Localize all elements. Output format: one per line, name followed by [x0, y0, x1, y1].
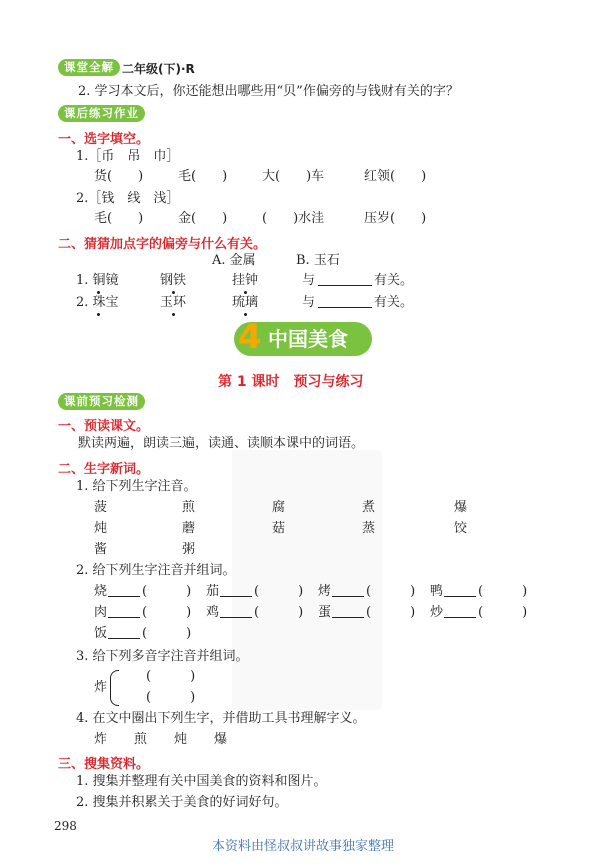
guess-row-2-end: 有关。	[374, 295, 414, 310]
word-char: 茄	[206, 584, 220, 599]
answer-blank[interactable]	[318, 273, 372, 286]
class-explanation-badge: 课堂全解	[58, 59, 120, 76]
lesson-title: 中国美食	[268, 327, 348, 351]
guess-row-1-with: 与	[302, 273, 316, 288]
paren-blank[interactable]: ( )	[254, 584, 304, 599]
circle-char: 爆	[214, 732, 228, 747]
q2-item: ( )水洼	[262, 211, 325, 226]
question-2: 2. 学习本文后，你还能想出哪些用“贝”作偏旁的与钱财有关的字？	[78, 84, 459, 99]
answer-blank[interactable]	[108, 584, 140, 597]
section-2-title: 二、猜猜加点字的偏旁与什么有关。	[58, 237, 267, 252]
lesson-number: 4	[238, 317, 262, 357]
word-char: 蛋	[318, 605, 332, 620]
option-b: B. 玉石	[296, 253, 340, 268]
guess-row-1-word: 1. 铜镜	[76, 273, 119, 288]
q2-item: 金( )	[178, 211, 228, 226]
emphasis-dot	[97, 313, 100, 316]
pinyin-question: 1. 给下列生字注音。	[76, 479, 197, 494]
after-class-badge: 课后练习作业	[58, 105, 145, 122]
q1-item: 毛( )	[178, 169, 228, 184]
char: 煎	[182, 500, 196, 515]
word-char: 烤	[318, 584, 332, 599]
emphasis-dot	[97, 291, 100, 294]
circle-char: 炖	[174, 732, 188, 747]
q1-choices: 1.［币 吊 巾］	[76, 149, 180, 164]
char: 爆	[454, 500, 468, 515]
char: 菠	[94, 500, 108, 515]
preview-badge: 课前预习检测	[58, 393, 145, 410]
word-char: 鸡	[206, 605, 220, 620]
char: 酱	[94, 542, 108, 557]
polyphone-char: 炸	[94, 680, 108, 695]
background-watermark	[232, 450, 382, 710]
word-char: 肉	[94, 605, 108, 620]
paren-blank[interactable]: ( )	[142, 584, 192, 599]
lesson-period: 第 1 课时 预习与练习	[218, 374, 364, 390]
paren-blank[interactable]: ( )	[142, 626, 192, 641]
word-char: 饭	[94, 626, 108, 641]
collect-item: 1. 搜集并整理有关中国美食的资料和图片。	[76, 774, 327, 789]
answer-blank[interactable]	[108, 626, 140, 639]
answer-blank[interactable]	[220, 605, 252, 618]
q2-item: 压岁( )	[364, 211, 427, 226]
guess-row-2-word: 琉璃	[232, 295, 259, 310]
emphasis-dot	[244, 313, 247, 316]
guess-row-2-word: 玉环	[160, 295, 187, 310]
answer-blank[interactable]	[332, 605, 364, 618]
answer-blank[interactable]	[444, 605, 476, 618]
char: 粥	[182, 542, 196, 557]
char: 菇	[272, 521, 286, 536]
preview-section-1-title: 一、预读课文。	[58, 419, 150, 434]
paren-blank[interactable]: ( )	[142, 605, 192, 620]
page-number: 298	[54, 819, 77, 833]
option-a: A. 金属	[212, 253, 256, 268]
circle-char: 炸	[94, 732, 108, 747]
guess-row-1-word: 钢铁	[160, 273, 187, 288]
paren-blank[interactable]: ( )	[254, 605, 304, 620]
collect-item: 2. 搜集并积累关于美食的好词好句。	[76, 795, 288, 810]
char: 蘑	[182, 521, 196, 536]
q1-item: 大( )车	[262, 169, 325, 184]
paren-blank[interactable]: ( )	[366, 584, 416, 599]
paren-blank[interactable]: ( )	[478, 605, 528, 620]
guess-row-2-with: 与	[302, 295, 316, 310]
circle-char: 煎	[134, 732, 148, 747]
section-1-title: 一、选字填空。	[58, 132, 150, 147]
guess-row-1-end: 有关。	[374, 273, 414, 288]
emphasis-dot	[172, 291, 175, 294]
word-char: 烧	[94, 584, 108, 599]
paren-blank[interactable]: ( )	[478, 584, 528, 599]
preview-section-2-title: 二、生字新词。	[58, 462, 150, 477]
polyphone-question: 3. 给下列多音字注音并组词。	[76, 649, 249, 664]
word-char: 鸭	[430, 584, 444, 599]
q2-item: 毛( )	[94, 211, 144, 226]
paren-blank[interactable]: ( )	[146, 669, 196, 684]
char: 腐	[272, 500, 286, 515]
brace	[110, 670, 119, 706]
q1-item: 货( )	[94, 169, 144, 184]
emphasis-dot	[172, 313, 175, 316]
answer-blank[interactable]	[220, 584, 252, 597]
q2-choices: 2.［钱 线 浅］	[76, 191, 180, 206]
word-question: 2. 给下列生字注音并组词。	[76, 563, 236, 578]
paren-blank[interactable]: ( )	[146, 690, 196, 705]
answer-blank[interactable]	[108, 605, 140, 618]
char: 煮	[362, 500, 376, 515]
q1-item: 红领( )	[364, 169, 427, 184]
char: 饺	[454, 521, 468, 536]
guess-row-1-word: 挂钟	[232, 273, 259, 288]
word-char: 炒	[430, 605, 444, 620]
answer-blank[interactable]	[444, 584, 476, 597]
answer-blank[interactable]	[332, 584, 364, 597]
preview-section-3-title: 三、搜集资料。	[58, 757, 150, 772]
char: 蒸	[362, 521, 376, 536]
footer-credit: 本资料由怪叔叔讲故事独家整理	[211, 839, 394, 854]
grade-label: 二年级(下)·R	[122, 62, 195, 76]
preview-section-1-text: 默读两遍，朗读三遍，读通、读顺本课中的词语。	[78, 436, 365, 451]
answer-blank[interactable]	[318, 295, 372, 308]
circle-question: 4. 在文中圈出下列生字，并借助工具书理解字义。	[76, 711, 366, 726]
emphasis-dot	[244, 291, 247, 294]
paren-blank[interactable]: ( )	[366, 605, 416, 620]
guess-row-2-word: 2. 珠宝	[76, 295, 119, 310]
char: 炖	[94, 521, 108, 536]
